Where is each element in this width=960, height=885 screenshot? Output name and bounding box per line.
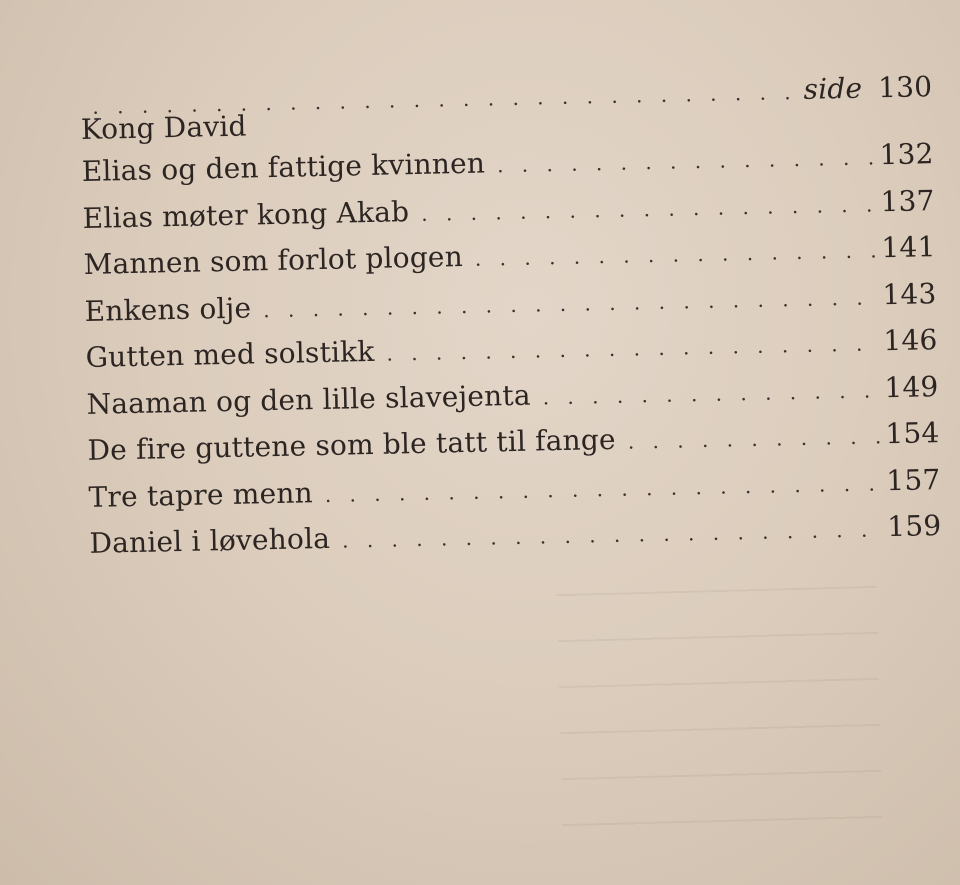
toc-dot-leader [421, 192, 879, 226]
toc-entry-page: 132 [879, 137, 934, 172]
toc-entry-page: 130 [877, 70, 933, 105]
toc-entry-title: Mannen som forlot plogen [83, 240, 464, 281]
toc-dot-leader [475, 238, 880, 270]
toc-entry-page [277, 133, 333, 134]
table-of-contents [80, 70, 942, 573]
toc-entry-page: 159 [886, 509, 942, 544]
toc-entry-title: Naaman og den lille slavejenta [86, 378, 531, 421]
toc-entry-page: 141 [881, 230, 936, 265]
toc-dot-leader [386, 331, 882, 365]
toc-entry-page: 137 [880, 183, 935, 218]
toc-dot-leader [325, 471, 885, 507]
toc-entry-page: 154 [885, 416, 940, 451]
toc-entry-title: Gutten med solstikk [85, 334, 375, 374]
toc-dot-leader [342, 517, 886, 552]
toc-entry-page: 146 [883, 323, 938, 358]
toc-dot-leader [628, 424, 884, 453]
toc-entry-title: Elias og den fattige kvinnen [81, 146, 486, 188]
toc-entry-title: Tre tapre menn [88, 475, 314, 514]
toc-entry-page: 143 [882, 276, 937, 311]
bleed-through-text [557, 586, 884, 854]
toc-entry-page: 157 [885, 462, 941, 497]
toc-entry-title: Enkens olje [84, 290, 252, 328]
toc-entry-title: De fire guttene som ble tatt til fange [87, 422, 617, 467]
toc-entry-title: Elias møter kong Akab [82, 194, 410, 235]
toc-dot-leader [497, 145, 878, 177]
toc-dot-leader [263, 285, 881, 322]
toc-entry-page: 149 [884, 369, 939, 404]
toc-dot-leader [542, 378, 882, 409]
toc-entry-title: Daniel i løvehola [89, 521, 331, 560]
toc-page-prefix: side [803, 71, 863, 106]
toc-entry-title: Kong David [80, 109, 247, 146]
